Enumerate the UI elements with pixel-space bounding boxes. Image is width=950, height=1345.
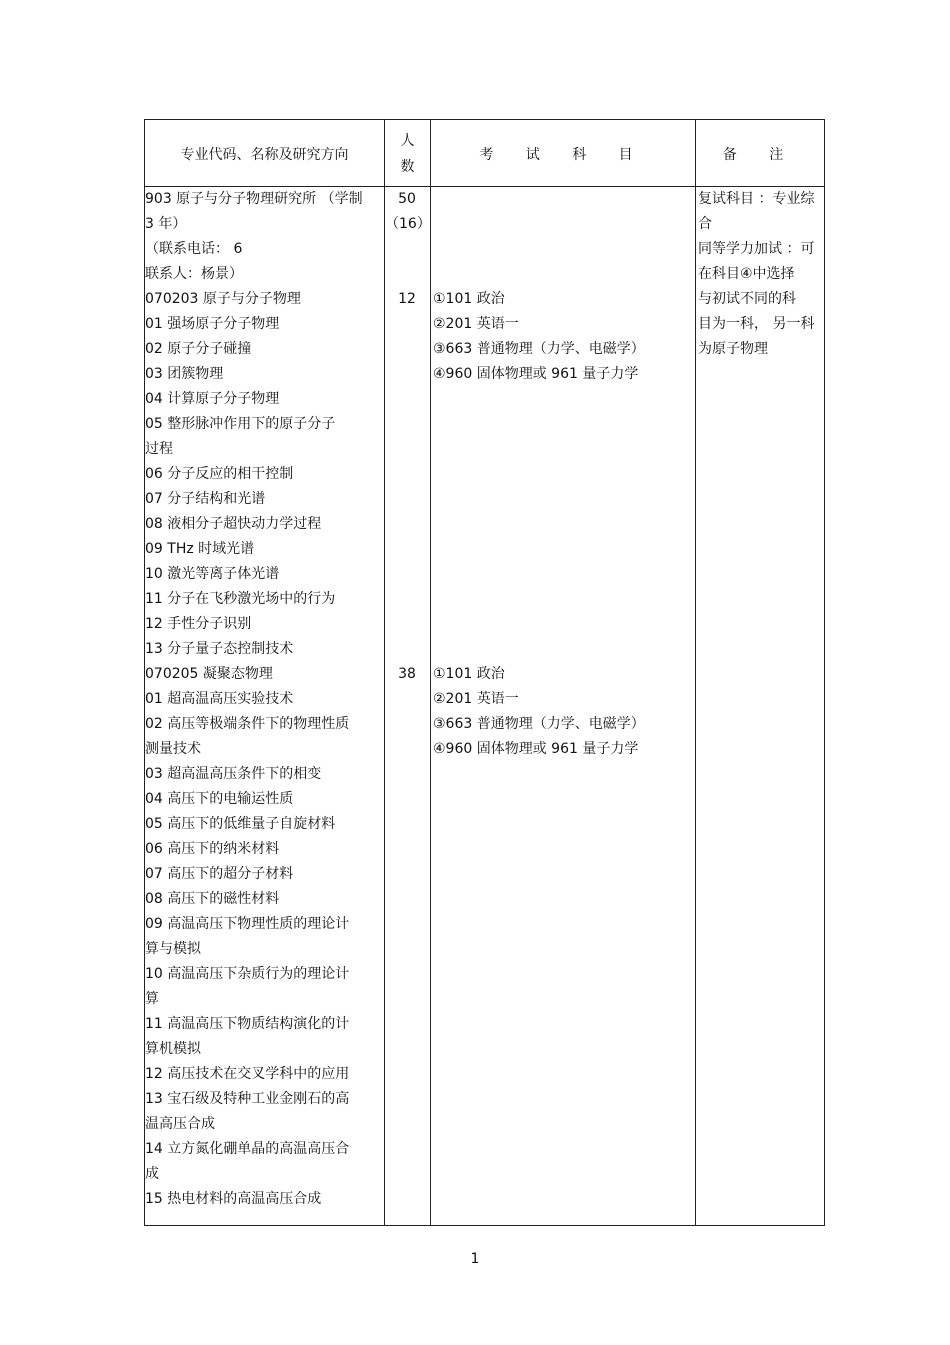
remarks-line: 目为一科， 另一科 — [698, 316, 815, 332]
column-divider — [430, 120, 431, 1225]
count-line: 50 — [398, 191, 416, 207]
major-line: 11 高温高压下物质结构演化的计 — [145, 1016, 350, 1032]
major-line: 联系人：杨景） — [145, 266, 243, 282]
major-line: 07 高压下的超分子材料 — [145, 866, 294, 882]
major-line: 12 高压技术在交叉学科中的应用 — [145, 1066, 350, 1082]
major-line: 09 THz 时域光谱 — [145, 541, 255, 557]
major-line: 04 高压下的电输运性质 — [145, 791, 294, 807]
count-line — [385, 537, 429, 562]
header-remarks — [696, 120, 824, 187]
count-line — [385, 337, 429, 362]
count-line: 12 — [398, 291, 416, 307]
major-line: 06 分子反应的相干控制 — [145, 466, 294, 482]
exam-line — [433, 212, 695, 237]
major-line: 01 超高温高压实验技术 — [145, 691, 294, 707]
exam-line: ①101 政治 — [433, 666, 505, 682]
header-count-line2: 数 — [400, 158, 415, 175]
exam-line: ④960 固体物理或 961 量子力学 — [433, 741, 639, 757]
major-line: 15 热电材料的高温高压合成 — [145, 1191, 322, 1207]
major-line: 01 强场原子分子物理 — [145, 316, 280, 332]
major-line: 过程 — [145, 441, 173, 457]
major-line: 3 年） — [145, 216, 187, 232]
major-line: 070205 凝聚态物理 — [145, 666, 273, 682]
exam-column — [433, 187, 695, 762]
exam-line — [433, 462, 695, 487]
major-line: 14 立方氮化硼单晶的高温高压合 — [145, 1141, 350, 1157]
exam-line — [433, 387, 695, 412]
count-line — [385, 312, 429, 337]
exam-line — [433, 587, 695, 612]
count-line: 38 — [398, 666, 416, 682]
header-major-label: 专业代码、名称及研究方向 — [180, 146, 349, 163]
remarks-column — [698, 187, 824, 362]
major-line: （联系电话： 6 — [145, 241, 243, 257]
count-line — [385, 412, 429, 437]
major-line: 温高压合成 — [145, 1116, 215, 1132]
exam-line — [433, 612, 695, 637]
count-line — [385, 562, 429, 587]
exam-line: ③663 普通物理（力学、电磁学） — [433, 716, 645, 732]
major-line: 13 分子量子态控制技术 — [145, 641, 294, 657]
major-line: 07 分子结构和光谱 — [145, 491, 266, 507]
exam-line — [433, 537, 695, 562]
exam-line — [433, 262, 695, 287]
major-line: 06 高压下的纳米材料 — [145, 841, 280, 857]
exam-line — [433, 487, 695, 512]
count-line — [385, 387, 429, 412]
page-number: 1 — [470, 1251, 480, 1267]
major-line: 13 宝石级及特种工业金刚石的高 — [145, 1091, 350, 1107]
major-line: 04 计算原子分子物理 — [145, 391, 280, 407]
count-line — [385, 262, 429, 287]
major-line: 算机模拟 — [145, 1041, 201, 1057]
count-line: （16） — [385, 216, 431, 232]
exam-line: ①101 政治 — [433, 291, 505, 307]
remarks-line: 与初试不同的科 — [698, 291, 796, 307]
header-exam — [431, 120, 695, 187]
exam-line — [433, 562, 695, 587]
major-line: 10 高温高压下杂质行为的理论计 — [145, 966, 350, 982]
exam-line — [433, 437, 695, 462]
major-line: 算 — [145, 991, 159, 1007]
major-line: 算与模拟 — [145, 941, 201, 957]
exam-line — [433, 512, 695, 537]
exam-line — [433, 637, 695, 662]
major-line: 02 高压等极端条件下的物理性质 — [145, 716, 350, 732]
remarks-line: 复试科目 ：专业综 — [698, 191, 815, 207]
major-line: 成 — [145, 1166, 159, 1182]
remarks-line: 为原子物理 — [698, 341, 768, 357]
column-divider — [695, 120, 696, 1225]
major-line: 070203 原子与分子物理 — [145, 291, 301, 307]
exam-line — [433, 412, 695, 437]
count-line — [385, 462, 429, 487]
exam-line: ③663 普通物理（力学、电磁学） — [433, 341, 645, 357]
major-line: 903 原子与分子物理研究所 （学制 — [145, 191, 363, 207]
major-column — [145, 187, 383, 1212]
remarks-line: 合 — [698, 216, 712, 232]
header-exam-label: 考 试 科 目 — [479, 146, 647, 163]
major-line: 09 高温高压下物理性质的理论计 — [145, 916, 350, 932]
count-line — [385, 362, 429, 387]
count-line — [385, 512, 429, 537]
major-line: 08 高压下的磁性材料 — [145, 891, 280, 907]
header-count-line1: 人 — [400, 132, 415, 149]
major-line: 12 手性分子识别 — [145, 616, 252, 632]
header-count — [385, 120, 430, 187]
exam-line — [433, 187, 695, 212]
count-line — [385, 237, 429, 262]
major-line: 10 激光等离子体光谱 — [145, 566, 280, 582]
remarks-line: 同等学力加试 ：可 — [698, 241, 815, 257]
count-line — [385, 612, 429, 637]
count-column — [385, 187, 429, 687]
major-line: 03 团簇物理 — [145, 366, 224, 382]
remarks-line: 在科目④中选择 — [698, 266, 795, 282]
exam-line: ②201 英语一 — [433, 316, 519, 332]
major-line: 08 液相分子超快动力学过程 — [145, 516, 322, 532]
major-line: 11 分子在飞秒激光场中的行为 — [145, 591, 336, 607]
course-table — [144, 119, 825, 1226]
count-line — [385, 637, 429, 662]
major-line: 05 高压下的低维量子自旋材料 — [145, 816, 336, 832]
count-line — [385, 587, 429, 612]
header-major — [145, 120, 384, 187]
count-line — [385, 437, 429, 462]
count-line — [385, 487, 429, 512]
exam-line — [433, 237, 695, 262]
major-line: 测量技术 — [145, 741, 201, 757]
major-line: 02 原子分子碰撞 — [145, 341, 252, 357]
exam-line: ④960 固体物理或 961 量子力学 — [433, 366, 639, 382]
header-remarks-label: 备 注 — [722, 146, 798, 163]
major-line: 03 超高温高压条件下的相变 — [145, 766, 322, 782]
exam-line: ②201 英语一 — [433, 691, 519, 707]
major-line: 05 整形脉冲作用下的原子分子 — [145, 416, 336, 432]
